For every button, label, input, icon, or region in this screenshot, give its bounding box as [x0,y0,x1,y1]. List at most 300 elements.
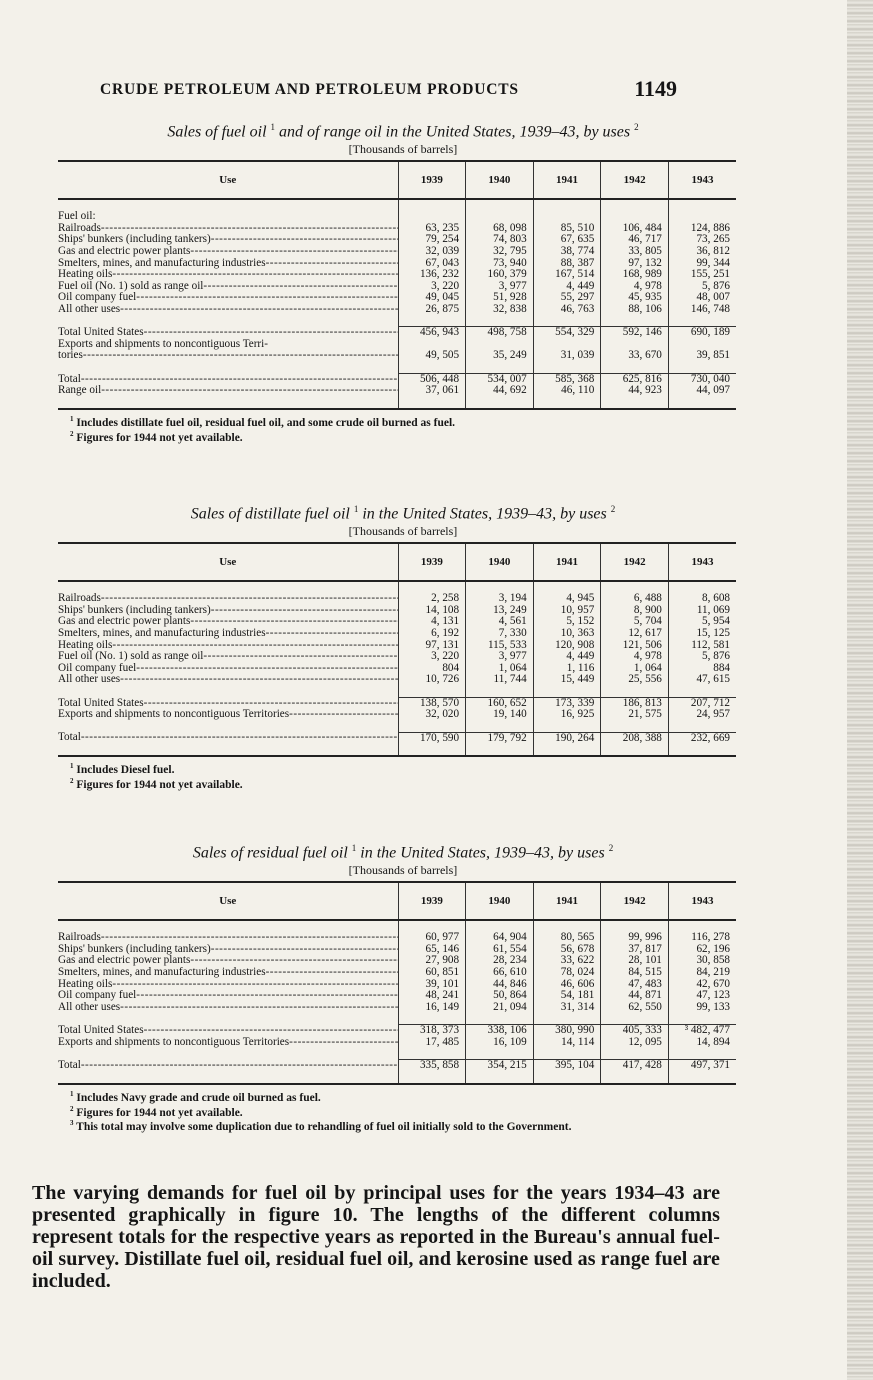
cell-value: 8, 608 [668,593,736,605]
table-row [58,269,736,281]
cell-value: 395, 104 [533,1060,601,1072]
cell-value: 73, 265 [668,234,736,246]
cell-value: 15, 125 [668,628,736,640]
table-row [58,223,736,235]
row-label [58,732,398,744]
cell-value: 62, 550 [601,1002,669,1014]
row-label [58,269,398,281]
body-paragraph: The varying demands for fuel oil by principal uses for the years 1934–43 are presented graphically in figure 10. The lengths of the different columns represent totals for the respective years as reported in the Bureau's annual fuel-oil survey. Distillate fuel oil, residual fuel oil, and kerosine used as range fuel are included. [32,1182,720,1292]
footnote-mark: 1 [70,1089,74,1098]
table-row [58,944,736,956]
row-label-text: Oil company fuel ----- [58,292,398,303]
row-label-text: Ships' bunkers (including tankers) ----- [58,944,398,955]
cell-value: 804 [398,663,466,675]
row-label [58,1025,398,1037]
row-label-text: Smelters, mines, and manufacturing industries ----- [58,257,398,268]
column-header-year: 1941 [533,543,601,581]
cell-value: 30, 858 [668,955,736,967]
cell-value: 497, 371 [668,1060,736,1072]
cell-value: 16, 149 [398,1002,466,1014]
table-row [58,651,736,663]
row-label [58,1036,398,1048]
column-header-year: 1941 [533,882,601,920]
cell-value: 1, 064 [601,663,669,675]
cell-value: 99, 344 [668,257,736,269]
footnote-mark: 2 [70,429,74,438]
table-row [58,339,736,351]
cell-value: 45, 935 [601,292,669,304]
cell-value: 456, 943 [398,327,466,339]
column-header-year: 1939 [398,161,466,199]
table-title [58,116,748,141]
cell-value: 66, 610 [466,967,534,979]
table-row [58,955,736,967]
table-bottom-rule [58,408,736,410]
cell-value: 5, 876 [668,651,736,663]
cell-value [398,211,466,223]
footnote-mark: 1 [70,762,74,771]
row-label-text: All other uses ----- [58,1002,398,1013]
row-label [58,223,398,235]
cell-value: 17, 485 [398,1036,466,1048]
table-bottom-rule [58,755,736,757]
cell-value: 4, 449 [533,651,601,663]
cell-value [601,211,669,223]
footnote [58,776,748,791]
cell-value: 73, 940 [466,257,534,269]
table-unit: [Thousands of barrels] [348,524,458,538]
column-header-use: Use [58,543,398,581]
cell-value: 6, 192 [398,628,466,640]
footnote [58,414,748,429]
cell-value: 54, 181 [533,990,601,1002]
row-label [58,292,398,304]
row-label-text: Exports and shipments to noncontiguous Territories ----- [58,709,398,720]
data-table [58,160,736,408]
table-row [58,616,736,628]
row-label [58,651,398,663]
table-title [58,837,748,862]
row-label-text: Range oil ----- [58,385,398,396]
table-footnotes [58,761,748,791]
cell-value: 208, 388 [601,732,669,744]
table-row [58,385,736,397]
cell-value: 78, 024 [533,967,601,979]
row-label-text: Fuel oil (No. 1) sold as range oil ----- [58,651,398,662]
table-row [58,605,736,617]
row-label-text: Fuel oil: [58,211,96,223]
row-label-text: Railroads ----- [58,593,398,604]
table-row [58,1025,736,1037]
cell-value: 99, 996 [601,932,669,944]
table-footnotes [58,414,748,444]
cell-value [466,339,534,351]
cell-value: 44, 692 [466,385,534,397]
cell-value: 36, 812 [668,246,736,258]
cell-value: 74, 803 [466,234,534,246]
cell-value: 48, 241 [398,990,466,1002]
cell-value: 28, 101 [601,955,669,967]
cell-value: 498, 758 [466,327,534,339]
cell-value: 38, 774 [533,246,601,258]
row-label [58,350,398,362]
cell-value: 11, 744 [466,674,534,686]
cell-value: 44, 846 [466,978,534,990]
table-bottom-rule [58,1083,736,1085]
cell-value: 47, 123 [668,990,736,1002]
row-label-text: Railroads ----- [58,932,398,943]
cell-value: 3, 194 [466,593,534,605]
cell-value: 67, 043 [398,257,466,269]
cell-value: 112, 581 [668,639,736,651]
cell-value: 24, 957 [668,709,736,721]
column-header-year: 1942 [601,882,669,920]
cell-value: 31, 314 [533,1002,601,1014]
cell-value: 37, 817 [601,944,669,956]
cell-value: 146, 748 [668,304,736,316]
table-row [58,211,736,223]
cell-value [533,211,601,223]
cell-value: 106, 484 [601,223,669,235]
table-row [58,990,736,1002]
cell-value: 585, 368 [533,373,601,385]
row-label-text: Oil company fuel ----- [58,990,398,1001]
cell-value: 115, 533 [466,639,534,651]
table-title-text: Sales of distillate fuel oil [190,505,350,523]
cell-value: 4, 978 [601,281,669,293]
row-label-text: Ships' bunkers (including tankers) ----- [58,605,398,616]
row-label [58,932,398,944]
cell-value: 16, 109 [466,1036,534,1048]
table-row [58,967,736,979]
row-label-text: All other uses ----- [58,674,398,685]
cell-value: 64, 904 [466,932,534,944]
cell-value: 44, 097 [668,385,736,397]
cell-value: 405, 333 [601,1025,669,1037]
cell-value: 232, 669 [668,732,736,744]
cell-value: 121, 506 [601,639,669,651]
row-label [58,373,398,385]
cell-value: 11, 069 [668,605,736,617]
row-label-text: Ships' bunkers (including tankers) ----- [58,234,398,245]
row-label [58,663,398,675]
cell-value: 60, 977 [398,932,466,944]
page-number: 1149 [634,76,677,101]
row-label [58,1060,398,1072]
cell-value: 155, 251 [668,269,736,281]
cell-value: ³ 482, 477 [668,1025,736,1037]
row-label [58,327,398,339]
row-label-text: Gas and electric power plants ----- [58,955,398,966]
cell-value: 68, 098 [466,223,534,235]
cell-value: 592, 146 [601,327,669,339]
cell-value: 46, 717 [601,234,669,246]
column-header-year: 1940 [466,543,534,581]
footnote-mark: 2 [70,1104,74,1113]
cell-value: 14, 108 [398,605,466,617]
cell-value: 554, 329 [533,327,601,339]
column-header-year: 1939 [398,543,466,581]
footnote-text: Includes distillate fuel oil, residual fuel oil, and some crude oil burned as fuel. [76,416,456,429]
row-label-text: Gas and electric power plants ----- [58,616,398,627]
cell-value: 116, 278 [668,932,736,944]
cell-value: 80, 565 [533,932,601,944]
cell-value: 61, 554 [466,944,534,956]
cell-value: 179, 792 [466,732,534,744]
cell-value [533,339,601,351]
column-header-year: 1940 [466,882,534,920]
cell-value: 27, 908 [398,955,466,967]
cell-value: 37, 061 [398,385,466,397]
row-label [58,257,398,269]
table-title [58,498,748,523]
cell-value: 32, 020 [398,709,466,721]
footnote-mark: 1 [351,843,357,853]
cell-value: 170, 590 [398,732,466,744]
cell-value: 88, 387 [533,257,601,269]
row-label [58,967,398,979]
row-label-text: Total ----- [58,732,398,743]
row-label-text: Exports and shipments to noncontiguous Territories ----- [58,1036,398,1047]
cell-value: 7, 330 [466,628,534,640]
residual-table-section [58,837,748,1133]
cell-value: 12, 617 [601,628,669,640]
running-head [100,76,690,102]
row-label [58,234,398,246]
row-label [58,709,398,721]
table-row [58,663,736,675]
row-label [58,639,398,651]
cell-value: 5, 954 [668,616,736,628]
row-label [58,211,398,223]
cell-value: 4, 561 [466,616,534,628]
cell-value: 207, 712 [668,697,736,709]
cell-value: 190, 264 [533,732,601,744]
row-label [58,246,398,258]
cell-value [466,211,534,223]
scan-edge-noise [847,0,873,1380]
cell-value: 51, 928 [466,292,534,304]
cell-value: 160, 652 [466,697,534,709]
cell-value: 335, 858 [398,1060,466,1072]
row-label [58,944,398,956]
row-label [58,593,398,605]
cell-value: 3, 220 [398,651,466,663]
cell-value: 19, 140 [466,709,534,721]
cell-value: 39, 101 [398,978,466,990]
row-label-text: All other uses ----- [58,304,398,315]
column-header-use: Use [58,882,398,920]
row-label [58,1002,398,1014]
row-label-text: Exports and shipments to noncontiguous Terri- [58,338,268,350]
table-row [58,628,736,640]
cell-value: 39, 851 [668,350,736,362]
cell-value: 417, 428 [601,1060,669,1072]
cell-value: 97, 132 [601,257,669,269]
column-header-year: 1943 [668,543,736,581]
row-label [58,605,398,617]
footnote [58,761,748,776]
cell-value: 25, 556 [601,674,669,686]
table-row [58,304,736,316]
table-row [58,674,736,686]
table-row [58,246,736,258]
column-header-year: 1940 [466,161,534,199]
cell-value: 44, 923 [601,385,669,397]
footnote [58,1089,748,1104]
cell-value: 35, 249 [466,350,534,362]
cell-value: 62, 196 [668,944,736,956]
cell-value: 10, 726 [398,674,466,686]
cell-value: 85, 510 [533,223,601,235]
table-unit: [Thousands of barrels] [348,863,458,877]
cell-value: 6, 488 [601,593,669,605]
cell-value: 32, 795 [466,246,534,258]
cell-value: 48, 007 [668,292,736,304]
running-title: CRUDE PETROLEUM AND PETROLEUM PRODUCTS [100,81,519,98]
cell-value [601,339,669,351]
cell-value: 32, 039 [398,246,466,258]
distillate-table-section [58,498,748,791]
table-unit: [Thousands of barrels] [348,142,458,156]
table-row [58,257,736,269]
table-row [58,1036,736,1048]
cell-value: 4, 945 [533,593,601,605]
row-label [58,990,398,1002]
cell-value: 124, 886 [668,223,736,235]
row-label-text: Railroads ----- [58,223,398,234]
row-label [58,674,398,686]
data-table [58,542,736,755]
footnote-mark: 2 [70,777,74,786]
cell-value: 97, 131 [398,639,466,651]
cell-value: 28, 234 [466,955,534,967]
cell-value: 5, 704 [601,616,669,628]
table-title-text: in the United States, 1939–43, by uses [360,844,605,862]
cell-value: 690, 189 [668,327,736,339]
row-label [58,628,398,640]
cell-value: 173, 339 [533,697,601,709]
row-label-text: Heating oils ----- [58,978,398,989]
cell-value: 47, 483 [601,978,669,990]
footnote-mark: 2 [608,843,614,853]
footnote-text: Figures for 1944 not yet available. [76,1106,243,1119]
table-row [58,281,736,293]
cell-value: 534, 007 [466,373,534,385]
table-row [58,234,736,246]
column-header-year: 1943 [668,882,736,920]
row-label-text: tories ----- [58,350,398,361]
row-label-text: Total ----- [58,1060,398,1071]
cell-value: 120, 908 [533,639,601,651]
footnote-mark: 1 [70,415,74,424]
cell-value: 50, 864 [466,990,534,1002]
fuel-oil-table-section [58,116,748,444]
cell-value: 33, 622 [533,955,601,967]
row-label-text: Oil company fuel ----- [58,663,398,674]
cell-value: 26, 875 [398,304,466,316]
table-row [58,639,736,651]
cell-value: 84, 219 [668,967,736,979]
table-row [58,1002,736,1014]
cell-value: 79, 254 [398,234,466,246]
cell-value: 99, 133 [668,1002,736,1014]
row-label-text: Smelters, mines, and manufacturing industries ----- [58,967,398,978]
cell-value: 21, 094 [466,1002,534,1014]
cell-value: 49, 505 [398,350,466,362]
table-title-text: Sales of residual fuel oil [192,844,348,862]
table-row [58,350,736,362]
cell-value: 625, 816 [601,373,669,385]
row-label-text: Total United States ----- [58,327,398,338]
cell-value: 4, 449 [533,281,601,293]
row-label [58,339,398,351]
row-label-text: Total ----- [58,373,398,384]
table-row [58,932,736,944]
column-header-year: 1943 [668,161,736,199]
footnote-text: Includes Diesel fuel. [76,764,175,777]
row-label-text: Heating oils ----- [58,269,398,280]
table-row [58,1060,736,1072]
cell-value: 46, 606 [533,978,601,990]
cell-value: 46, 110 [533,385,601,397]
cell-value: 3, 977 [466,651,534,663]
column-header-use: Use [58,161,398,199]
cell-value: 5, 876 [668,281,736,293]
table-row [58,709,736,721]
column-header-year: 1941 [533,161,601,199]
cell-value: 47, 615 [668,674,736,686]
row-label [58,616,398,628]
row-label-text: Total United States ----- [58,697,398,708]
footnote [58,1118,748,1133]
footnote [58,1104,748,1119]
footnote-text: Figures for 1944 not yet available. [76,431,243,444]
footnote-mark: 2 [634,122,639,132]
cell-value: 506, 448 [398,373,466,385]
cell-value: 338, 106 [466,1025,534,1037]
cell-value [398,339,466,351]
cell-value: 186, 813 [601,697,669,709]
cell-value: 67, 635 [533,234,601,246]
footnote [58,429,748,444]
footnote-text: Figures for 1944 not yet available. [76,778,243,791]
cell-value: 168, 989 [601,269,669,281]
cell-value: 65, 146 [398,944,466,956]
cell-value: 55, 297 [533,292,601,304]
table-row [58,978,736,990]
cell-value: 4, 978 [601,651,669,663]
cell-value: 318, 373 [398,1025,466,1037]
cell-value: 160, 379 [466,269,534,281]
cell-value: 46, 763 [533,304,601,316]
row-label-text: Gas and electric power plants ----- [58,246,398,257]
cell-value: 15, 449 [533,674,601,686]
row-label-text: Smelters, mines, and manufacturing industries ----- [58,628,398,639]
column-header-year: 1942 [601,161,669,199]
table-row [58,732,736,744]
cell-value: 3, 220 [398,281,466,293]
cell-value: 884 [668,663,736,675]
cell-value: 49, 045 [398,292,466,304]
cell-value: 31, 039 [533,350,601,362]
row-label [58,281,398,293]
cell-value: 730, 040 [668,373,736,385]
row-label [58,978,398,990]
cell-value: 12, 095 [601,1036,669,1048]
cell-value: 1, 064 [466,663,534,675]
table-row [58,373,736,385]
